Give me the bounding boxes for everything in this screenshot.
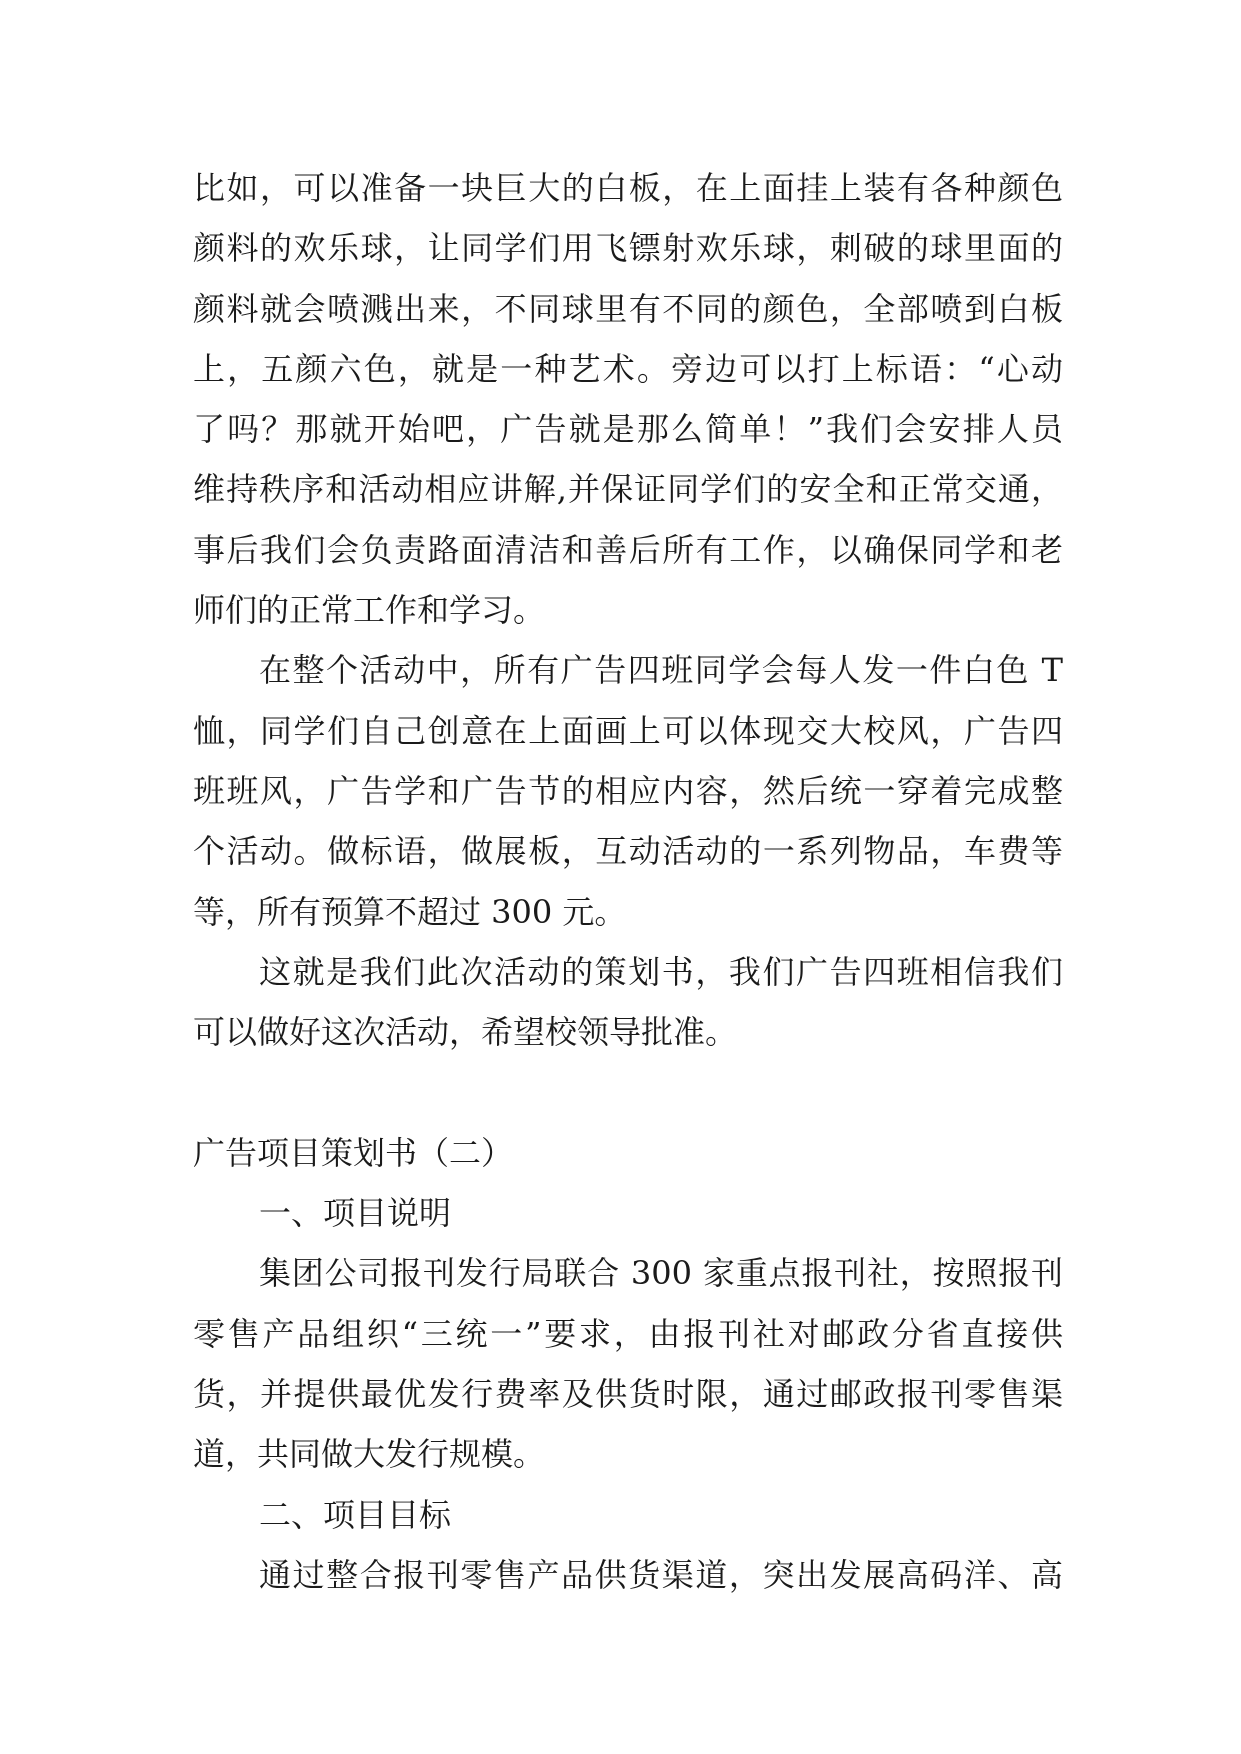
- text-line: 零售产品组织“三统一”要求，由报刊社对邮政分省直接供: [193, 1314, 1063, 1353]
- text-line: 了吗？那就开始吧，广告就是那么简单！”我们会安排人员: [193, 410, 1063, 449]
- text-line: 道，共同做大发行规模。: [193, 1435, 546, 1474]
- text-line: 事后我们会负责路面清洁和善后所有工作，以确保同学和老: [193, 530, 1063, 569]
- text-line: 在整个活动中，所有广告四班同学会每人发一件白色 T: [259, 651, 1063, 690]
- text-line: 可以做好这次活动，希望校领导批准。: [193, 1013, 738, 1052]
- text-line: 颜料就会喷溅出来，不同球里有不同的颜色，全部喷到白板: [193, 289, 1063, 328]
- section-title: 广告项目策划书（二）: [193, 1133, 514, 1172]
- text-line: 这就是我们此次活动的策划书，我们广告四班相信我们: [259, 952, 1063, 991]
- paragraph-project-description: [193, 1243, 1063, 1484]
- text-line: 维持秩序和活动相应讲解,并保证同学们的安全和正常交通，: [193, 470, 1063, 509]
- paragraph-tshirt-budget: [193, 640, 1063, 941]
- section-heading-project-goal: 二、项目目标: [259, 1495, 452, 1534]
- text-line: 班班风，广告学和广告节的相应内容，然后统一穿着完成整: [193, 771, 1063, 810]
- section-gap: [193, 1062, 1063, 1122]
- section-heading-project-description: 一、项目说明: [259, 1194, 452, 1233]
- paragraph-project-goal: [193, 1545, 1063, 1605]
- text-line: 通过整合报刊零售产品供货渠道，突出发展高码洋、高: [259, 1555, 1063, 1594]
- paragraph-activity-description: [193, 158, 1063, 640]
- text-line: 比如，可以准备一块巨大的白板，在上面挂上装有各种颜色: [193, 169, 1063, 207]
- document-body: [193, 158, 1063, 1605]
- text-line: 等，所有预算不超过 300 元。: [193, 892, 627, 931]
- text-line: 师们的正常工作和学习。: [193, 591, 546, 630]
- text-line: 集团公司报刊发行局联合 300 家重点报刊社，按照报刊: [259, 1254, 1063, 1293]
- text-line: 货，并提供最优发行费率及供货时限，通过邮政报刊零售渠: [193, 1374, 1063, 1413]
- paragraph-conclusion: [193, 942, 1063, 1063]
- text-line: 个活动。做标语，做展板，互动活动的一系列物品，车费等: [193, 832, 1063, 871]
- text-line: 颜料的欢乐球，让同学们用飞镖射欢乐球，刺破的球里面的: [193, 229, 1063, 268]
- text-line: 上，五颜六色，就是一种艺术。旁边可以打上标语：“心动: [193, 349, 1063, 388]
- text-line: 恤，同学们自己创意在上面画上可以体现交大校风，广告四: [193, 711, 1063, 750]
